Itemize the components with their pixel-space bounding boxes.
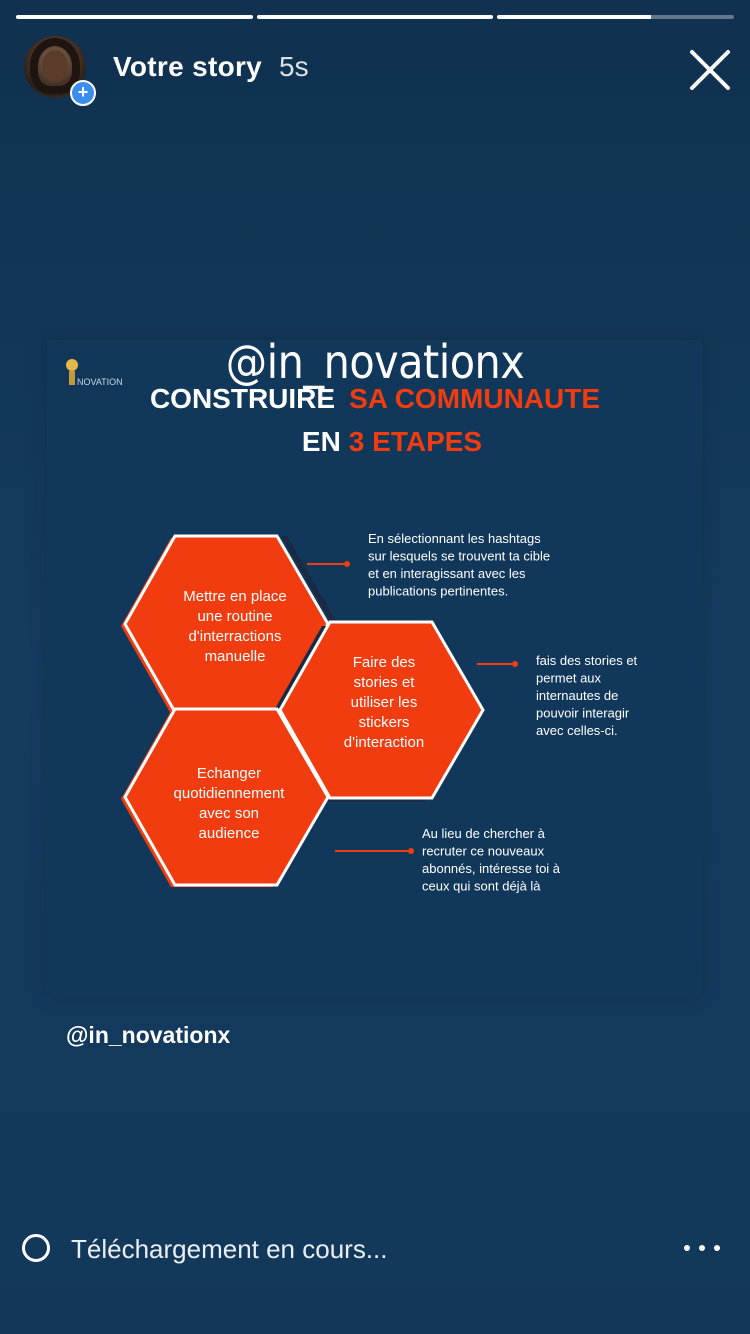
text-line: internautes de xyxy=(536,688,619,703)
story-post-image xyxy=(47,340,702,995)
progress-fill xyxy=(16,15,253,19)
loading-spinner-icon xyxy=(22,1234,50,1262)
svg-text:Faire desstories etutiliser le xyxy=(344,654,424,751)
progress-segment xyxy=(16,15,253,19)
plus-icon[interactable]: + xyxy=(70,80,96,106)
text-line: Mettre en place xyxy=(183,588,287,605)
text-line: sur lesquels se trouvent ta cible xyxy=(368,548,551,564)
text-line: une routine xyxy=(197,608,273,625)
svg-text:NOVATION: NOVATION xyxy=(77,377,123,387)
text-line: et en interagissant avec les xyxy=(368,566,526,581)
text-line: permet aux xyxy=(536,670,602,686)
text-line: Faire des xyxy=(352,654,416,671)
post-heading-line2: EN 3 ETAPES xyxy=(301,426,483,457)
post-heading-line1: CONSTRUIRE SA COMMUNAUTE xyxy=(149,383,601,414)
progress-segment xyxy=(257,15,494,19)
more-dots-icon[interactable] xyxy=(684,1236,720,1260)
story-progress xyxy=(16,15,734,19)
upload-status: Téléchargement en cours... xyxy=(71,1234,388,1264)
text-line: recruter ce nouveaux xyxy=(422,843,545,859)
text-line: d'interractions xyxy=(188,628,282,645)
text-line: stories et xyxy=(353,674,415,691)
text-line: En sélectionnant les hashtags xyxy=(368,531,541,546)
note-step-2 xyxy=(536,653,638,738)
text-line: avec celles-ci. xyxy=(536,723,618,738)
text-line: abonnés, intéresse toi à xyxy=(422,861,561,876)
text-line: d'interaction xyxy=(343,734,425,751)
progress-fill xyxy=(257,15,494,19)
text-line: stickers xyxy=(358,714,410,731)
mention-caption[interactable]: @in_novationx xyxy=(66,1022,231,1048)
story-footer xyxy=(20,1228,720,1274)
mention-sticker[interactable]: @in_novationx xyxy=(225,335,525,389)
post-graphic xyxy=(47,340,702,995)
story-title[interactable]: Votre story xyxy=(113,51,263,82)
note-step-1 xyxy=(368,531,550,599)
progress-segment xyxy=(497,15,734,19)
text-line: publications pertinentes. xyxy=(368,583,509,599)
note-step-3 xyxy=(422,826,561,894)
progress-fill xyxy=(497,15,651,19)
text-line: manuelle xyxy=(204,648,266,665)
text-line: quotidiennement xyxy=(173,785,285,802)
text-line: utiliser les xyxy=(350,694,418,711)
text-line: audience xyxy=(198,825,260,842)
story-header xyxy=(24,36,732,100)
text-line: Au lieu de chercher à xyxy=(422,826,545,841)
text-line: ceux qui sont déjà là xyxy=(422,878,541,894)
text-line: pouvoir interagir xyxy=(536,705,630,721)
avatar-face xyxy=(42,50,68,82)
text-line: fais des stories et xyxy=(536,653,638,668)
story-timestamp: 5s xyxy=(279,51,309,82)
close-icon[interactable] xyxy=(688,48,732,92)
text-line: avec son xyxy=(198,805,260,822)
text-line: Echanger xyxy=(196,765,262,782)
